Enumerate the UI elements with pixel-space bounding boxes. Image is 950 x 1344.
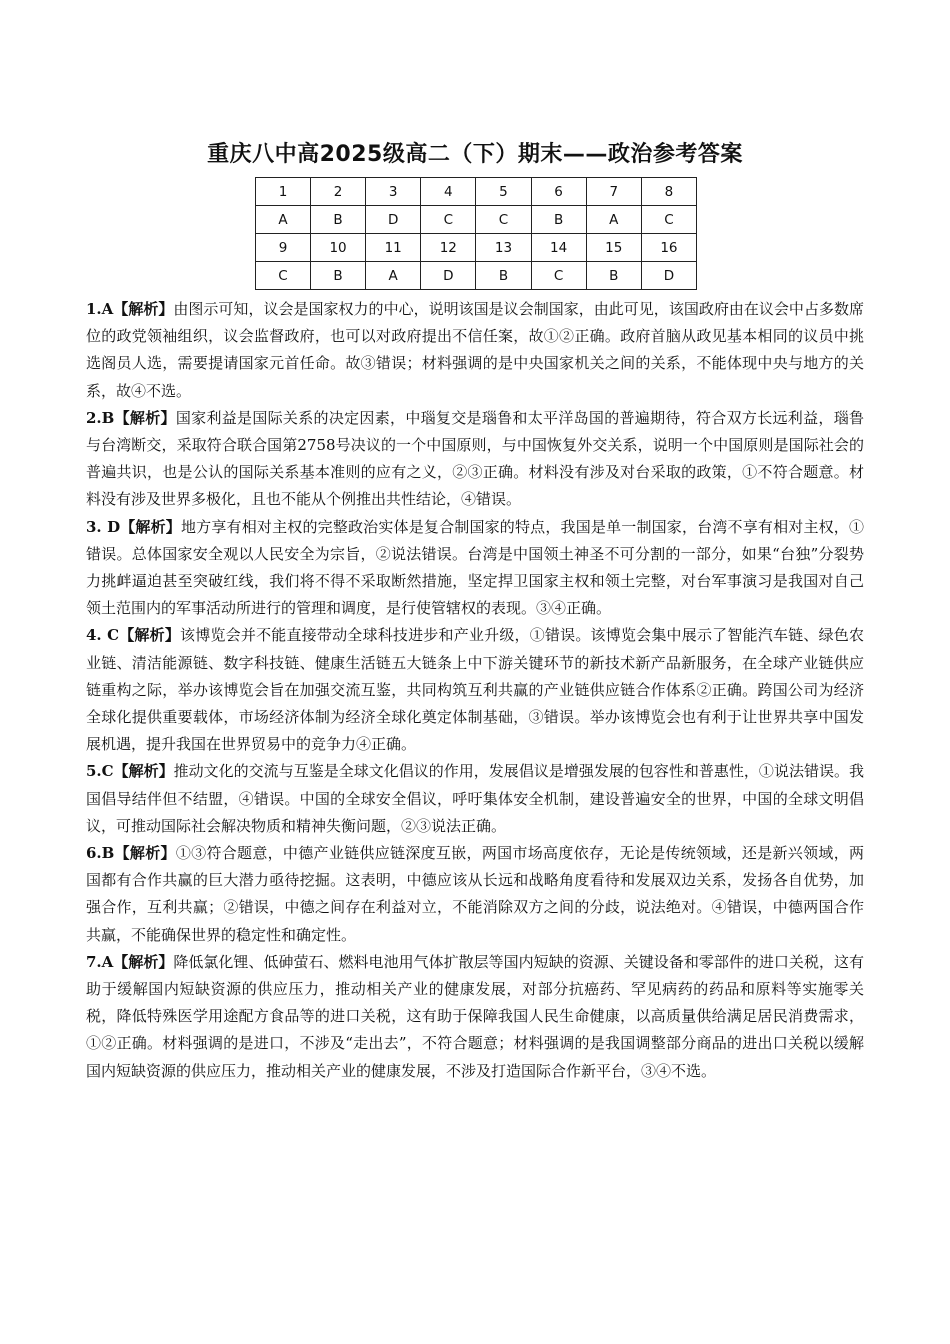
item-head: 5.C【解析】 (86, 762, 174, 781)
item-body: ①③符合题意，中德产业链供应链深度互嵌，两国市场高度依存，无论是传统领域，还是新兴领域，两国都有合作共赢的巨大潜力亟待挖掘。这表明，中德应该从长远和战略角度看待和发展双边关系，发扬各自优势，加强合作，互利共赢；②错误，中德之间存在利益对立，不能消除双方之间的分歧，说法绝对。④错误，中德两国合作共赢，不能确保世界的稳定性和确定性。 (86, 844, 864, 944)
answer-letter-cell: B (531, 206, 586, 234)
item-body: 国家利益是国际关系的决定因素，中瑙复交是瑙鲁和太平洋岛国的普遍期待，符合双方长远利益，瑙鲁与台湾断交，采取符合联合国第2758号决议的一个中国原则，与中国恢复外交关系，说明一个中国原则是国际社会的普遍共识，也是公认的国际关系基本准则的应有之义，②③正确。材料没有涉及对台采取的政策，①不符合题意。材料没有涉及世界多极化，且也不能从个例推出共性结论，④错误。 (86, 408, 864, 509)
explanation-item-2 (86, 405, 864, 514)
explanation-item-7 (86, 949, 864, 1085)
answer-letter-cell: B (476, 262, 531, 290)
answer-letter-cell: D (421, 262, 476, 290)
item-body: 降低氯化锂、低砷萤石、燃料电池用气体扩散层等国内短缺的资源、关键设备和零部件的进口关税，这有助于缓解国内短缺资源的供应压力，推动相关产业的健康发展，对部分抗癌药、罕见病药的药品和原料等实施零关税，降低特殊医学用途配方食品等的进口关税，这有助于保障我国人民生命健康，以高质量供给满足居民消费需求，①②正确。材料强调的是进口，不涉及“走出去”，不符合题意；材料强调的是我国调整部分商品的进出口关税以缓解国内短缺资源的供应压力，推动相关产业的健康发展，不涉及打造国际合作新平台，③④不选。 (86, 952, 864, 1080)
question-number-cell: 3 (366, 178, 421, 206)
question-number-cell: 1 (256, 178, 311, 206)
question-number-cell: 4 (421, 178, 476, 206)
answer-letter-cell: C (421, 206, 476, 234)
answer-letter-cell: C (256, 262, 311, 290)
answer-letter-cell: C (531, 262, 586, 290)
item-head: 1.A【解析】 (86, 300, 174, 318)
item-body: 由图示可知，议会是国家权力的中心，说明该国是议会制国家，由此可见，该国政府由在议会中占多数席位的政党领袖组织，议会监督政府，也可以对政府提出不信任案，故①②正确。政府首脑从政见基本相同的议员中挑选阁员人选，需要提请国家元首任命。故③错误；材料强调的是中央国家机关之间的关系，不能体现中央与地方的关系，故④不选。 (86, 300, 864, 400)
explanation-item-3 (86, 514, 864, 623)
answer-letter-cell: A (366, 262, 421, 290)
explanation-item-4 (86, 622, 864, 758)
item-head: 7.A【解析】 (86, 952, 174, 971)
item-body: 地方享有相对主权的完整政治实体是复合制国家的特点，我国是单一制国家，台湾不享有相对主权，①错误。总体国家安全观以人民安全为宗旨，②说法错误。台湾是中国领土神圣不可分割的一部分，如果“台独”分裂势力挑衅逼迫甚至突破红线，我们将不得不采取断然措施，坚定捍卫国家主权和领土完整，对台军事演习是我国对自己领土范围内的军事活动所进行的管理和调度，是行使管辖权的表现。③④正确。 (86, 517, 864, 618)
question-number-cell: 16 (641, 234, 696, 262)
answer-letter-cell: A (256, 206, 311, 234)
question-number-cell: 8 (641, 178, 696, 206)
question-number-cell: 7 (586, 178, 641, 206)
explanation-item-6 (86, 840, 864, 949)
item-body: 推动文化的交流与互鉴是全球文化倡议的作用，发展倡议是增强发展的包容性和普惠性，①说法错误。我国倡导结伴但不结盟，④错误。中国的全球安全倡议，呼吁集体安全机制，建设普遍安全的世界，中国的全球文明倡议，可推动国际社会解决物质和精神失衡问题，②③说法正确。 (86, 762, 864, 835)
answer-letter-cell: B (586, 262, 641, 290)
question-number-cell: 12 (421, 234, 476, 262)
answer-letter-cell: A (586, 206, 641, 234)
question-number-cell: 5 (476, 178, 531, 206)
answer-letter-cell: C (476, 206, 531, 234)
question-number-cell: 10 (310, 234, 365, 262)
answer-letter-cell: B (310, 206, 365, 234)
question-number-cell: 11 (366, 234, 421, 262)
item-head: 3. D【解析】 (86, 517, 181, 536)
answer-letter-cell: C (641, 206, 696, 234)
question-number-cell: 9 (256, 234, 311, 262)
answer-letter-cell: B (310, 262, 365, 290)
answer-table-row (256, 206, 697, 234)
answer-table-row (256, 178, 697, 206)
explanation-item-1 (86, 296, 864, 405)
answer-letter-cell: D (641, 262, 696, 290)
question-number-cell: 14 (531, 234, 586, 262)
item-head: 2.B【解析】 (86, 408, 176, 427)
answer-table (255, 177, 697, 290)
answer-letter-cell: D (366, 206, 421, 234)
explanations (86, 296, 864, 1085)
question-number-cell: 15 (586, 234, 641, 262)
question-number-cell: 13 (476, 234, 531, 262)
answer-table-row (256, 262, 697, 290)
explanation-item-5 (86, 758, 864, 840)
item-body: 该博览会并不能直接带动全球科技进步和产业升级，①错误。该博览会集中展示了智能汽车链、绿色农业链、清洁能源链、数字科技链、健康生活链五大链条上中下游关键环节的新技术新产品新服务，在全球产业链供应链重构之际，举办该博览会旨在加强交流互鉴，共同构筑互利共赢的产业链供应链合作体系②正确。跨国公司为经济全球化提供重要载体，市场经济体制为经济全球化奠定体制基础，③错误。举办该博览会也有利于让世界共享中国发展机遇，提升我国在世界贸易中的竞争力④正确。 (86, 626, 864, 754)
answer-table-row (256, 234, 697, 262)
item-head: 6.B【解析】 (86, 844, 176, 863)
question-number-cell: 6 (531, 178, 586, 206)
page-title: 重庆八中高2025级高二（下）期末——政治参考答案 (207, 142, 743, 167)
item-head: 4. C【解析】 (86, 626, 181, 645)
question-number-cell: 2 (310, 178, 365, 206)
